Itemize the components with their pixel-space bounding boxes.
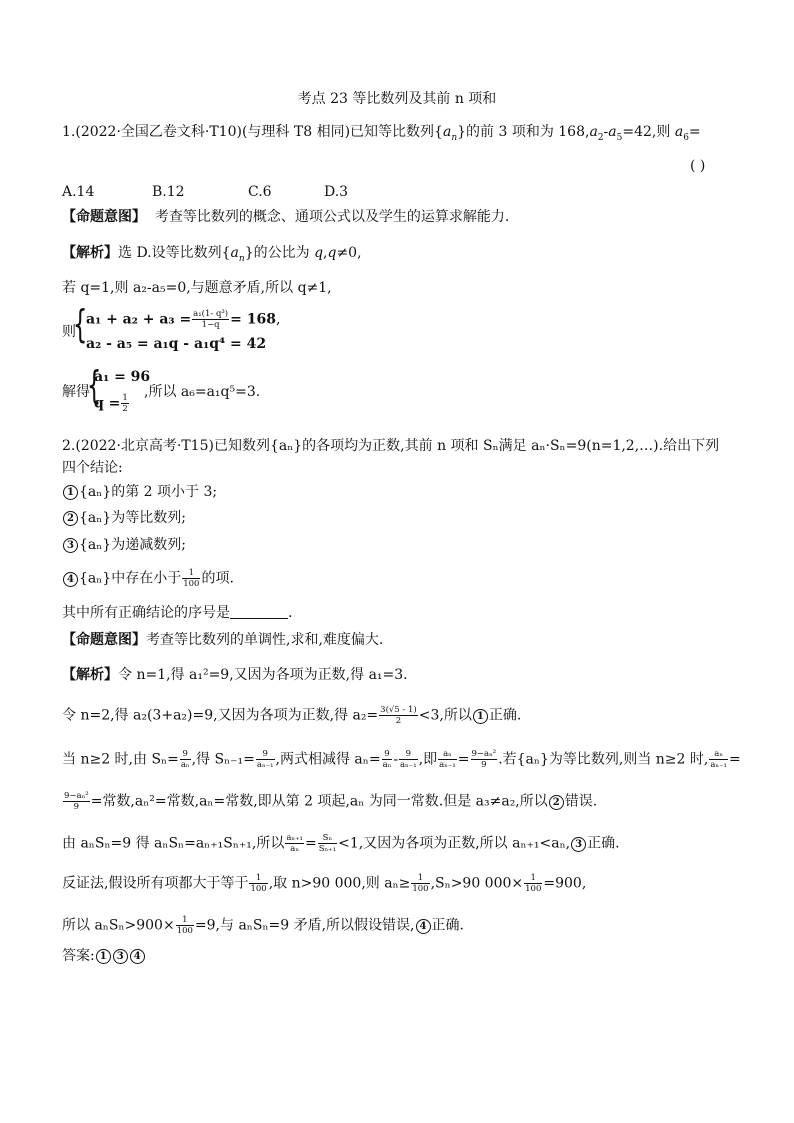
circled-number: 4 [416,919,431,934]
q2-analysis-line2: 令 n=2,得 a₂(3+a₂)=9,又因为各项为正数,得 a₂= $\frac{3(√5 - 1)}{2}$ <3,所以 1 正确. [62,705,522,726]
circled-number: 3 [63,538,78,553]
q1-analysis-line2: 若 q=1,则 a₂-a₅=0,与题意矛盾,所以 q≠1, [62,280,332,296]
q2-conclusion-1: 1 {aₙ}的第 2 项小于 3; [62,482,217,502]
q2-conclusion-2: 2 {aₙ}为等比数列; [62,508,186,528]
circled-number: 3 [571,837,586,852]
q2-analysis-line4: $\frac{\text{9−aₙ²}}{9}$ =常数,aₙ²=常数,aₙ=常数,即从第 2 项起,aₙ 为同一常数.但是 a₃≠a₂,所以 2 错误. [64,791,598,812]
q2-analysis-line6: 反证法,假设所有项都大于等于 $\frac{1}{100}$ ,取 n>90 000,则 aₙ≥ $\frac{1}{100}$ ,Sₙ>90 000× $\frac{1}{100}$ =900, [62,873,587,894]
q1-answer-paren: ( ) [690,158,706,174]
circled-number: 1 [96,949,111,964]
q2-analysis-line7: 所以 aₙSₙ>900× $\frac{1}{100}$ =9,与 aₙSₙ=9 矛盾,所以假设错误, 4 正确. [62,915,464,936]
page-title: 考点 23 等比数列及其前 n 项和 [297,91,497,107]
q2-conclusion-4: 4 {aₙ}中存在小于 $\frac{1}{100}$ 的项. [62,568,234,589]
q2-question: 其中所有正确结论的序号是 . [62,605,293,621]
circled-number: 2 [63,511,78,526]
q1-solution-q: q = $\frac{1}{2}$ [94,393,128,414]
circled-number: 4 [130,949,145,964]
q1-solution-tail: ,所以 a₆=a₁q⁵=3. [144,384,261,400]
q1-intent: 【命题意图】 考查等比数列的概念、通项公式以及学生的运算求解能力. [62,209,510,225]
q1-analysis-line1: 【解析】选 D.设等比数列$\{a_n\}$的公比为 q,q≠0, [62,245,362,264]
option-a: A.14 [62,184,95,200]
q1-solution-a1: a₁ = 96 [94,369,151,385]
answer-blank[interactable] [230,604,288,619]
q1-ze-label: 则 [62,324,76,340]
option-d: D.3 [324,184,349,200]
brace-icon: { [86,363,102,407]
q1-jiede-label: 解得 [62,384,90,400]
q2-stem-line1: 2.(2022·北京高考·T15)已知数列{aₙ}的各项均为正数,其前 n 项和 Sₙ满足 aₙ·Sₙ=9(n=1,2,…).给出下列 [62,438,720,454]
option-b: B.12 [152,184,185,200]
circled-number: 3 [113,949,128,964]
intent-label: 【命题意图】 [62,209,146,225]
q2-analysis-line3: 当 n≥2 时,由 Sₙ= $\frac{9}{\text{aₙ}}$ ,得 Sₙ₋₁= $\frac{9}{\text{aₙ₋₁}}$ ,两式相减得 aₙ= $\frac{9}{\text{aₙ}}$ - $\frac{9}{\text{aₙ₋₁}}$ ,即 $\frac{\text{aₙ}}{\text{aₙ₋₁}}$ = $\frac{\text{9−aₙ²}}{9}$ .若{aₙ}为等比数列,则当 n≥2 时, $\frac{\text{aₙ}}{\text{aₙ₋₁}}$ = [62,749,741,770]
circled-number: 2 [549,795,564,810]
q1-options [62,182,348,202]
q1-stem: 1.(2022·全国乙卷文科·T10)(与理科 T8 相同)已知等比数列$\{a_n\}$的前 3 项和为 $168,a_2-a_5=42$,则 $a_6=$ [62,124,701,143]
circled-number: 1 [473,709,488,724]
q2-stem-line2: 四个结论: [62,460,123,476]
q2-analysis-line1: 【解析】令 n=1,得 a₁²=9,又因为各项为正数,得 a₁=3. [62,667,408,683]
circled-number: 4 [63,572,78,587]
q2-answer: 答案: 1 3 4 [62,946,146,966]
q2-intent: 【命题意图】考查等比数列的单调性,求和,难度偏大. [62,632,384,648]
q1-system-eq1: a₁ + a₂ + a₃ = $\frac{\text{a₁(1- q³)}}{1-q}$ = 168, [86,309,281,330]
q2-analysis-line5: 由 aₙSₙ=9 得 aₙSₙ=aₙ₊₁Sₙ₊₁,所以 $\frac{\text{aₙ₊₁}}{\text{aₙ}}$ = $\frac{\text{Sₙ}}{\text{Sₙ₊₁}}$ <1,又因为各项为正数,所以 aₙ₊₁<aₙ, 3 正确. [62,833,620,854]
q1-system-eq2: a₂ - a₅ = a₁q - a₁q⁴ = 42 [86,336,267,352]
brace-icon: { [72,302,88,346]
circled-number: 1 [63,485,78,500]
option-c: C.6 [248,184,272,200]
q2-conclusion-3: 3 {aₙ}为递减数列; [62,535,186,555]
